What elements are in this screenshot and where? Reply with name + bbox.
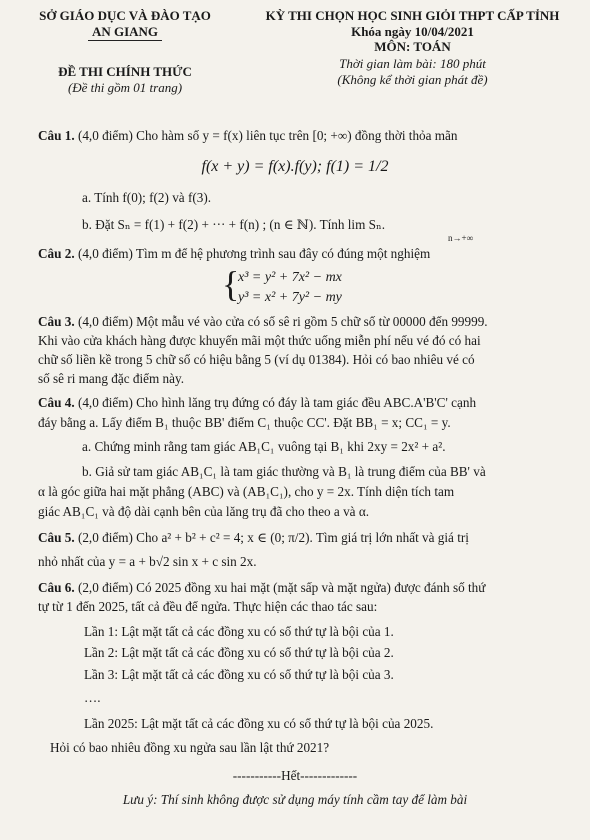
question-5-text: (2,0 điểm) Cho a² + b² + c² = 4; x ∈ (0; π/2). Tìm giá trị lớn nhất và giá trị — [77, 530, 469, 545]
duration: Thời gian làm bài: 180 phút — [339, 56, 486, 71]
exam-title: KỲ THI CHỌN HỌC SINH GIỎI THPT CẤP TỈNH — [265, 8, 560, 23]
subject-label: MÔN: TOÁN — [374, 39, 451, 54]
question-1-intro — [38, 128, 457, 144]
question-2-label: Câu 2. — [38, 246, 75, 261]
question-4-part-b-line-3: giác AB₁C₁ và độ dài cạnh bên của lăng trụ đã cho theo a và α. — [38, 504, 370, 519]
question-6-step-final: Lần 2025: Lật mặt tất cả các đồng xu có số thứ tự là bội của 2025. — [84, 716, 434, 731]
duration-note: (Không kể thời gian phát đề) — [337, 72, 488, 87]
limit-subscript: n→+∞ — [448, 233, 473, 243]
question-6-label: Câu 6. — [38, 580, 75, 595]
system-brace: { — [222, 264, 240, 304]
question-1-text: (4,0 điểm) Cho hàm số y = f(x) liên tục trên [0; +∞) đồng thời thỏa mãn — [77, 128, 458, 143]
question-5-line-2: nhỏ nhất của y = a + b√2 sin x + c sin 2x. — [38, 554, 257, 569]
header-left-underline — [88, 40, 162, 41]
question-4-line-1 — [38, 395, 476, 411]
end-marker: -----------Hết------------- — [232, 768, 358, 783]
question-6-text: (2,0 điểm) Có 2025 đồng xu hai mặt (mặt sấp và mặt ngửa) được đánh số thứ — [77, 580, 486, 595]
question-3-line-3: chữ số liền kề trong 5 chữ số có hiệu bằng 5 (ví dụ 01384). Hỏi có bao nhiêu vé có — [38, 352, 475, 367]
question-3-label: Câu 3. — [38, 314, 75, 329]
question-4-part-b-line-2: α là góc giữa hai mặt phẳng (ABC) và (AB₁C₁), cho y = 2x. Tính diện tích tam — [38, 484, 455, 499]
question-6-step-2: Lần 2: Lật mặt tất cả các đồng xu có số thứ tự là bội của 2. — [84, 645, 394, 660]
question-6-ellipsis: …. — [84, 690, 101, 705]
department-name: SỞ GIÁO DỤC VÀ ĐÀO TẠO — [39, 8, 211, 23]
question-3-line-2: Khi vào cửa khách hàng được khuyến mãi một thức uống miễn phí nếu vé đó có hai — [38, 333, 481, 348]
question-2-equation-2: y³ = x² + 7y² − my — [238, 290, 342, 305]
question-2-equation-1: x³ = y² + 7x² − mx — [238, 270, 342, 285]
question-4-line-2: đáy bằng a. Lấy điểm B₁ thuộc BB' điểm C₁ thuộc CC'. Đặt BB₁ = x; CC₁ = y. — [38, 415, 451, 430]
question-3-line-1 — [38, 314, 488, 330]
question-6-step-1: Lần 1: Lật mặt tất cả các đồng xu có số thứ tự là bội của 1. — [84, 624, 394, 639]
question-5-line-1 — [38, 530, 469, 546]
question-1-part-b: b. Đặt Sₙ = f(1) + f(2) + ··· + f(n) ; (n ∈ ℕ). Tính lim Sₙ. — [82, 217, 385, 232]
question-6-step-3: Lần 3: Lật mặt tất cả các đồng xu có số thứ tự là bội của 3. — [84, 667, 394, 682]
question-2-text: (4,0 điểm) Tìm m để hệ phương trình sau đây có đúng một nghiệm — [77, 246, 431, 261]
question-1-label: Câu 1. — [38, 128, 75, 143]
province-name: AN GIANG — [91, 24, 159, 39]
question-4-label: Câu 4. — [38, 395, 75, 410]
question-6-line-2: tự từ 1 đến 2025, tất cả đều để ngửa. Thực hiện các thao tác sau: — [38, 599, 378, 614]
question-6-line-1 — [38, 580, 485, 596]
question-3-text: (4,0 điểm) Một mẫu vé vào cửa có số sê ri gồm 5 chữ số từ 00000 đến 99999. — [77, 314, 488, 329]
question-5-label: Câu 5. — [38, 530, 75, 545]
question-1-equation: f(x + y) = f(x).f(y); f(1) = 1/2 — [201, 158, 389, 175]
exam-date: Khóa ngày 10/04/2021 — [351, 24, 474, 39]
official-exam-label: ĐỀ THI CHÍNH THỨC — [58, 64, 192, 79]
question-6-question: Hỏi có bao nhiêu đồng xu ngửa sau lần lật thứ 2021? — [50, 740, 330, 755]
calculator-note: Lưu ý: Thí sinh không được sử dụng máy tính cầm tay để làm bài — [122, 792, 468, 807]
question-1-part-a: a. Tính f(0); f(2) và f(3). — [82, 190, 212, 205]
question-4-part-a: a. Chứng minh rằng tam giác AB₁C₁ vuông tại B₁ khi 2xy = 2x² + a². — [82, 439, 446, 454]
question-4-text: (4,0 điểm) Cho hình lăng trụ đứng có đáy là tam giác đều ABC.A'B'C' cạnh — [77, 395, 477, 410]
question-4-part-b-line-1: b. Giả sử tam giác AB₁C₁ là tam giác thường và B₁ là trung điểm của BB' và — [82, 464, 486, 479]
question-3-line-4: số sê ri mang đặc điểm này. — [38, 371, 184, 386]
page-count-note: (Đề thi gồm 01 trang) — [67, 80, 183, 95]
question-2-intro — [38, 246, 430, 262]
